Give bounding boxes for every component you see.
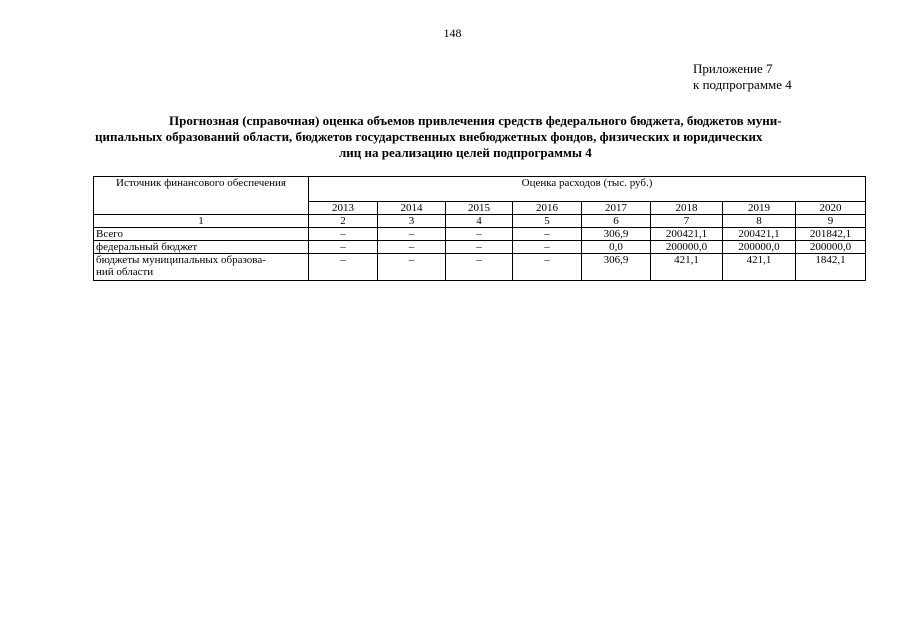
row-label bbox=[94, 254, 309, 281]
year-cell: 2018 bbox=[651, 202, 723, 215]
year-cell: 2013 bbox=[309, 202, 378, 215]
row-label: Всего bbox=[94, 228, 309, 241]
year-cell: 2014 bbox=[378, 202, 446, 215]
table-cell: 200000,0 bbox=[723, 241, 796, 254]
title-line-2: ципальных образований области, бюджетов государственных внебюджетных фондов, физических и юридических bbox=[95, 129, 763, 144]
table-cell: 0,0 bbox=[582, 241, 651, 254]
table-cell: – bbox=[446, 254, 513, 281]
year-cell: 2016 bbox=[513, 202, 582, 215]
table-cell: 200421,1 bbox=[651, 228, 723, 241]
header-source: Источник финансового обеспечения bbox=[94, 177, 309, 215]
table-cell: – bbox=[446, 228, 513, 241]
table-cell: – bbox=[309, 254, 378, 281]
appendix-note bbox=[693, 61, 792, 93]
column-number: 1 bbox=[94, 215, 309, 228]
appendix-line-2: к подпрограмме 4 bbox=[693, 77, 792, 92]
table-cell: – bbox=[309, 241, 378, 254]
table-cell: 421,1 bbox=[723, 254, 796, 281]
table-row-federal bbox=[94, 241, 866, 254]
table-cell: – bbox=[446, 241, 513, 254]
table-cell: – bbox=[513, 228, 582, 241]
column-number: 6 bbox=[582, 215, 651, 228]
column-number: 9 bbox=[796, 215, 866, 228]
table-cell: – bbox=[513, 241, 582, 254]
document-title bbox=[95, 113, 867, 161]
table-cell: 200000,0 bbox=[651, 241, 723, 254]
table-cell: – bbox=[378, 228, 446, 241]
row-label-line-1: бюджеты муниципальных образова- bbox=[96, 254, 266, 266]
column-number: 5 bbox=[513, 215, 582, 228]
column-number: 7 bbox=[651, 215, 723, 228]
column-number: 3 bbox=[378, 215, 446, 228]
column-number: 2 bbox=[309, 215, 378, 228]
row-label: федеральный бюджет bbox=[94, 241, 309, 254]
page-number: 148 bbox=[443, 26, 462, 40]
column-number: 8 bbox=[723, 215, 796, 228]
year-cell: 2017 bbox=[582, 202, 651, 215]
table-cell: 201842,1 bbox=[796, 228, 866, 241]
table-cell: 1842,1 bbox=[796, 254, 866, 281]
column-number-row bbox=[94, 215, 866, 228]
title-line-1: Прогнозная (справочная) оценка объемов привлечения средств федерального бюджета, бюджетов муни- bbox=[169, 113, 782, 128]
table-row-municipal bbox=[94, 254, 866, 281]
table-cell: 306,9 bbox=[582, 254, 651, 281]
funding-table bbox=[93, 176, 866, 281]
year-cell: 2019 bbox=[723, 202, 796, 215]
appendix-line-1: Приложение 7 bbox=[693, 61, 773, 76]
column-number: 4 bbox=[446, 215, 513, 228]
table-cell: – bbox=[309, 228, 378, 241]
table-cell: 306,9 bbox=[582, 228, 651, 241]
title-line-3: лиц на реализацию целей подпрограммы 4 bbox=[339, 145, 592, 160]
table-cell: – bbox=[378, 254, 446, 281]
table-cell: 200000,0 bbox=[796, 241, 866, 254]
year-cell: 2020 bbox=[796, 202, 866, 215]
row-label-line-2: ний области bbox=[96, 266, 154, 278]
header-estimate: Оценка расходов (тыс. руб.) bbox=[309, 177, 866, 202]
year-cell: 2015 bbox=[446, 202, 513, 215]
table-cell: – bbox=[513, 254, 582, 281]
table-row-total bbox=[94, 228, 866, 241]
table-cell: 421,1 bbox=[651, 254, 723, 281]
table-cell: 200421,1 bbox=[723, 228, 796, 241]
table-cell: – bbox=[378, 241, 446, 254]
